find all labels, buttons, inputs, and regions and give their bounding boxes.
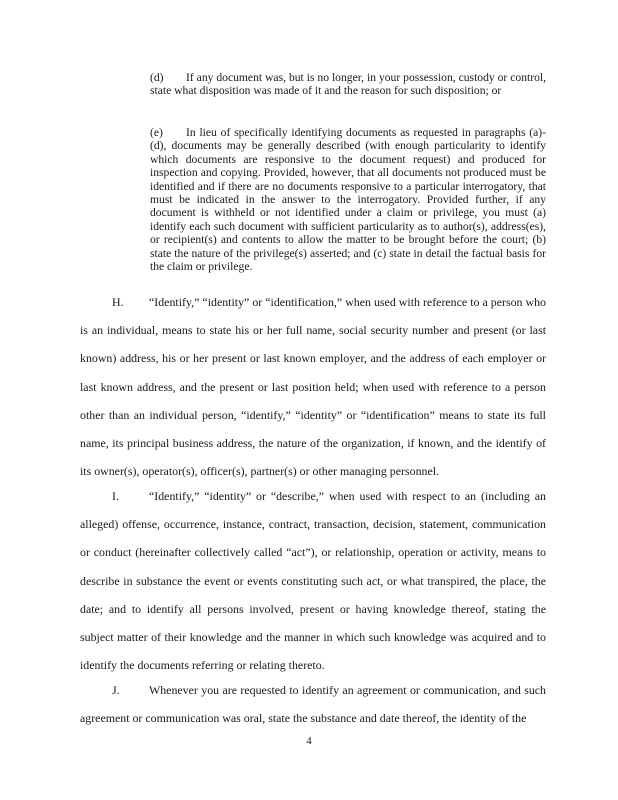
paragraph-text: “Identify,” “identity” or “identification,” when used with reference to a person who is an individual, means to state his or her full name, social security number and present (or last known) address, his or her present or last known employer, and the address of each employer or last known address, and the present or last position held; when used with reference to a person other than an individual person, “identify,” “identity” or “identification” means to state its full name, its principal business address, the nature of the organization, if known, and the identify of its owner(s), operator(s), officer(s), partner(s) or other managing personnel. — [80, 295, 546, 479]
subparagraph-text: If any document was, but is no longer, in your possession, custody or control, state what disposition was made of it and the reason for such disposition; or — [150, 71, 546, 98]
paragraph-number: I. — [112, 489, 119, 503]
subparagraph-text: In lieu of specifically identifying documents as requested in paragraphs (a)-(d), documents may be generally described (with enough particularity to identify which documents are responsive to the document request) and produced for inspection and copying. Provided, however, that all documents not produced must be identified and if there are no documents responsive to a particular interrogatory, that must be indicated in the answer to the interrogatory. Provided further, if any document is withheld or not identified under a claim or privilege, you must (a) identify each such document with sufficient particularity as to author(s), address(es), or recipient(s) and contents to allow the matter to be brought before the court; (b) state the nature of the privilege(s) asserted; and (c) state in detail the factual basis for the claim or privilege. — [150, 126, 546, 274]
subparagraph-d — [150, 71, 546, 98]
paragraph-text: Whenever you are requested to identify an agreement or communication, and such agreement or communication was oral, state the substance and date thereof, the identity of the — [80, 683, 546, 726]
paragraph-h — [80, 288, 546, 485]
paragraph-text: “Identify,” “identity” or “describe,” when used with respect to an (including an alleged) offense, occurrence, instance, contract, transaction, decision, statement, communication or conduct (hereinafter collectively called “act”), or relationship, operation or activity, means to describe in substance the event or events constituting such act, or what transpired, the place, the date; and to identify all persons involved, present or having knowledge thereof, stating the subject matter of their knowledge and the manner in which such knowledge was acquired and to identify the documents referring or relating thereto. — [80, 489, 546, 673]
page-number: 4 — [306, 735, 312, 747]
subparagraph-label: (e) — [150, 126, 163, 139]
subparagraph-label: (d) — [150, 71, 164, 84]
paragraph-number: J. — [112, 683, 120, 697]
subparagraph-e — [150, 126, 546, 273]
paragraph-i — [80, 482, 546, 679]
paragraph-j — [80, 676, 546, 732]
paragraph-number: H. — [112, 295, 124, 309]
